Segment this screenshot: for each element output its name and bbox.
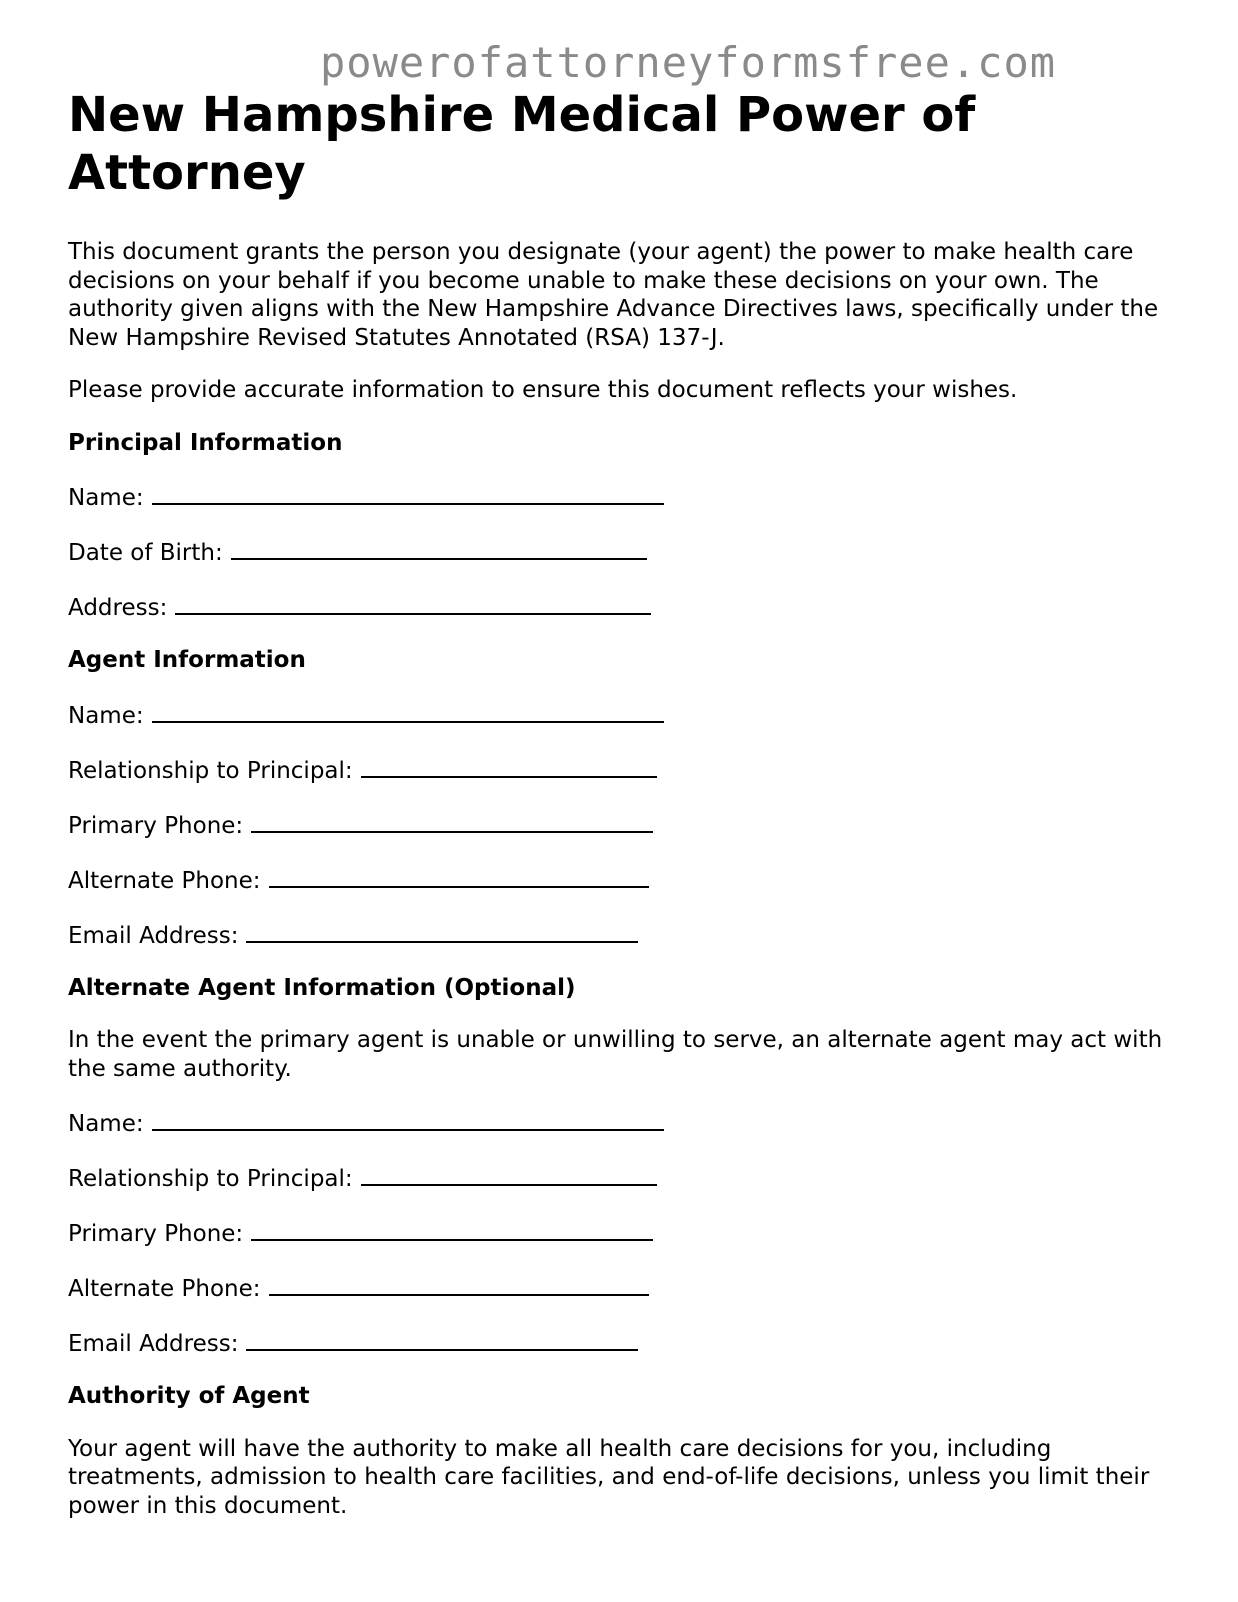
agent-heading: Agent Information	[68, 647, 306, 673]
alternate-agent-name-label: Name:	[68, 1111, 144, 1137]
principal-heading: Principal Information	[68, 429, 343, 456]
alternate-agent-description: In the event the primary agent is unable or unwilling to serve, an alternate agent may act with the same authority.	[68, 1027, 1163, 1082]
agent-name-label: Name:	[68, 702, 144, 729]
agent-primary-phone-field	[68, 809, 1168, 841]
principal-name-label: Name:	[68, 485, 144, 511]
alternate-agent-alternate-phone-line[interactable]	[269, 1272, 649, 1296]
agent-relationship-label: Relationship to Principal:	[68, 757, 353, 784]
authority-text: Your agent will have the authority to make all health care decisions for you, including treatments, admission to health care facilities, and end-of-life decisions, unless you limit their power in this document.	[68, 1435, 1150, 1519]
principal-address-field	[68, 591, 1168, 623]
authority-heading: Authority of Agent	[68, 1383, 310, 1409]
principal-dob-field	[68, 536, 1168, 568]
intro-paragraph: This document grants the person you designate (your agent) the power to make health care decisions on your behalf if you become unable to make these decisions on your own. The authority given aligns with the New Hampshire Advance Directives laws, specifically under the New Hampshire Revised Statutes Annotated (RSA) 137-J.	[68, 239, 1159, 351]
principal-address-line[interactable]	[175, 591, 651, 615]
alternate-agent-email-label: Email Address:	[68, 1331, 239, 1357]
alternate-agent-primary-phone-line[interactable]	[251, 1217, 653, 1241]
agent-alternate-phone-line[interactable]	[269, 864, 649, 888]
alternate-agent-primary-phone-label: Primary Phone:	[68, 1221, 244, 1247]
agent-email-label: Email Address:	[68, 922, 239, 949]
principal-name-field	[68, 481, 1168, 513]
agent-name-field	[68, 699, 1168, 731]
alternate-agent-relationship-label: Relationship to Principal:	[68, 1166, 353, 1192]
alternate-agent-name-field	[68, 1107, 1168, 1139]
agent-alternate-phone-field	[68, 864, 1168, 896]
alternate-agent-primary-phone-field	[68, 1217, 1168, 1249]
alternate-agent-alternate-phone-field	[68, 1272, 1168, 1304]
alternate-agent-relationship-field	[68, 1162, 1168, 1194]
document-page	[68, 86, 1168, 1544]
alternate-agent-email-field	[68, 1327, 1168, 1359]
document-title: New Hampshire Medical Power of Attorney	[68, 87, 976, 201]
principal-dob-line[interactable]	[231, 536, 647, 560]
agent-name-line[interactable]	[152, 699, 664, 723]
agent-primary-phone-label: Primary Phone:	[68, 812, 244, 839]
principal-dob-label: Date of Birth:	[68, 540, 223, 566]
instruction-paragraph: Please provide accurate information to ensure this document reflects your wishes.	[68, 377, 1018, 403]
alternate-agent-relationship-line[interactable]	[361, 1162, 657, 1186]
alternate-agent-heading: Alternate Agent Information (Optional)	[68, 974, 576, 1001]
alternate-agent-name-line[interactable]	[152, 1107, 664, 1131]
agent-primary-phone-line[interactable]	[251, 809, 653, 833]
principal-name-line[interactable]	[152, 481, 664, 505]
agent-email-line[interactable]	[246, 919, 638, 943]
agent-alternate-phone-label: Alternate Phone:	[68, 867, 261, 894]
principal-address-label: Address:	[68, 595, 168, 621]
agent-relationship-line[interactable]	[361, 754, 657, 778]
agent-relationship-field	[68, 754, 1168, 786]
alternate-agent-alternate-phone-label: Alternate Phone:	[68, 1276, 261, 1302]
watermark: powerofattorneyformsfree.com	[320, 38, 1057, 87]
agent-email-field	[68, 919, 1168, 951]
alternate-agent-email-line[interactable]	[246, 1327, 638, 1351]
